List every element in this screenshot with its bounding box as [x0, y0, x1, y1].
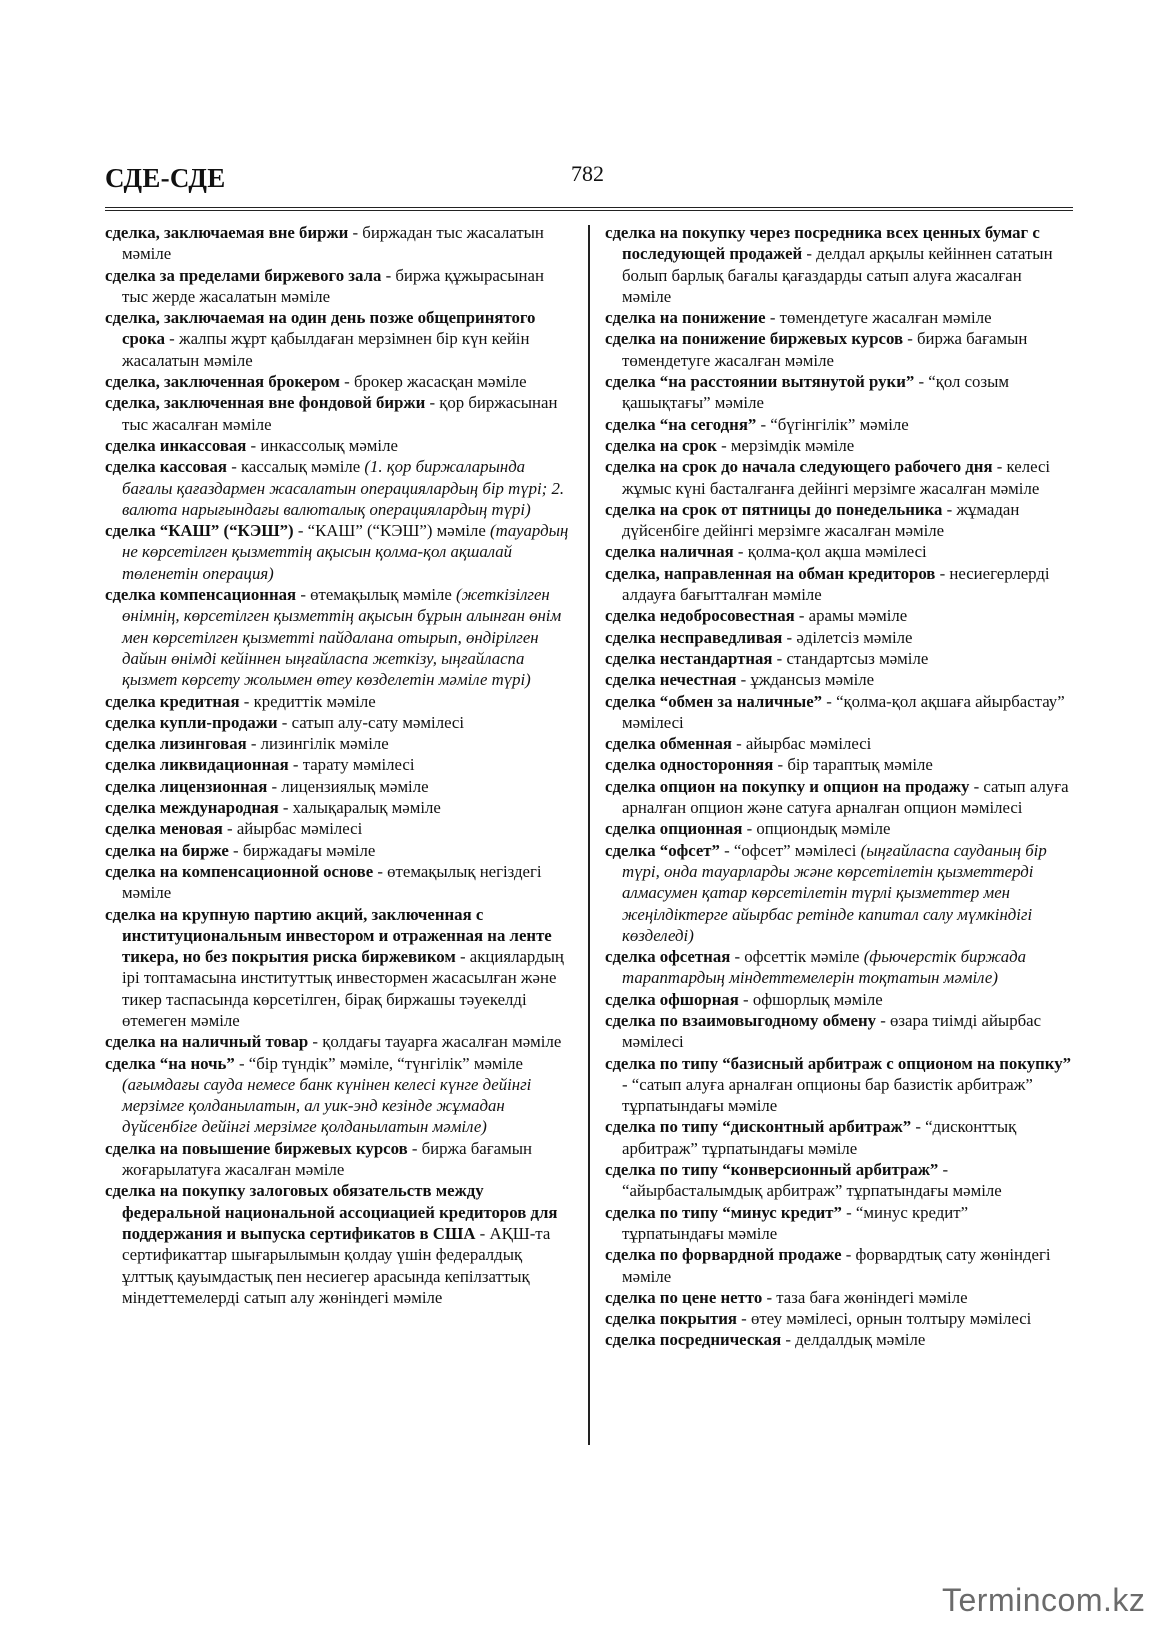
right-column	[605, 222, 1073, 1351]
entry-term: сделка, заключенная вне фондовой биржи	[105, 393, 426, 413]
dictionary-entry: сделка, заключенная брокером - брокер жасасқан мәміле	[105, 372, 527, 392]
entry-definition: кассалық мәміле	[241, 457, 361, 477]
dictionary-entry: сделка, заключаемая на один день позже общепринятого срока - жалпы жұрт қабылдаған мерзімнен бір күн кейін жасалатын мәміле	[105, 308, 536, 370]
entry-note: (ыңғайласпа сауданың бір түрі, онда тауарларды және көрсетілетін қызметтерді алмасумен қатар көрсетілетін түрлі қызметтер мен жеңілдіктерге айырбас ретінде капитал салу мүмкіндігі көзделеді)	[622, 840, 1047, 945]
entry-definition: әділетсіз мәміле	[796, 627, 913, 647]
dictionary-entry: сделка несправедливая - әділетсіз мәміле	[605, 627, 913, 647]
site-watermark: Termincom.kz	[942, 1582, 1146, 1618]
dictionary-entry: сделка на понижение - төмендетуге жасалған мәміле	[605, 308, 992, 328]
entry-definition: қолдағы тауарға жасалған мәміле	[322, 1032, 562, 1052]
entry-definition: “бүгінгілік” мәміле	[770, 414, 909, 434]
left-column	[105, 222, 573, 1308]
dictionary-entry: сделка на наличный товар - қолдағы тауарға жасалған мәміле	[105, 1032, 562, 1052]
entry-definition: айырбас мәмілесі	[236, 819, 363, 839]
dictionary-entry: сделка нестандартная - стандартсыз мәміле	[605, 648, 929, 668]
dictionary-entry: сделка по цене нетто - таза баға жөніндегі мәміле	[605, 1287, 968, 1307]
entry-definition: делдалдық мәміле	[795, 1330, 926, 1350]
dictionary-entry: сделка купли-продажи - сатып алу-сату мәмілесі	[105, 712, 465, 732]
entry-term: сделка посредническая	[605, 1330, 782, 1350]
entry-definition: “қол созым қашықтағы” мәміле	[622, 372, 1009, 413]
running-head: СДЕ-СДЕ	[105, 163, 226, 193]
entry-definition: “дисконттық арбитраж” тұрпатындағы мәміле	[622, 1117, 1017, 1158]
dictionary-entry: сделка на срок от пятницы до понедельника - жұмадан дүйсенбіге дейінгі мерзімге жасалған мәміле	[605, 499, 1020, 541]
entry-term: сделка за пределами биржевого зала	[105, 265, 382, 285]
dictionary-entry: сделка по типу “минус кредит” - “минус кредит” тұрпатындағы мәміле	[605, 1202, 969, 1243]
dictionary-entry: сделка по типу “конверсионный арбитраж” - “айырбасталымдық арбитраж” тұрпатындағы мәміле	[605, 1160, 1002, 1201]
dictionary-entry: сделка по взаимовыгодному обмену - өзара тиімді айырбас мәмілесі	[605, 1010, 1042, 1052]
entry-definition: “айырбасталымдық арбитраж” тұрпатындағы мәміле	[622, 1181, 1002, 1201]
entry-definition: өтемақылық негіздегі мәміле	[122, 861, 542, 903]
entry-definition: өтеу мәмілесі, орнын толтыру мәмілесі	[750, 1309, 1032, 1329]
entry-definition: лизингілік мәміле	[260, 734, 389, 754]
dictionary-entry: сделка, заключенная вне фондовой биржи - қор биржасынан тыс жасалған мәміле	[105, 393, 558, 434]
entry-note: (жеткізілген өнімнің, көрсетілген қызметтің ақысын бұрын алынған өнім мен көрсетілген қызметті пайдалана отырып, өндірілген дайын өнімді кейіннен ыңғайласпа жеткізу, ыңғайласпа қызмет көрсету жолымен өтеу көзделетін мәміле түрі)	[122, 585, 562, 690]
entry-term: сделка по типу “базисный арбитраж с опционом на покупку”	[605, 1053, 1072, 1073]
dictionary-entry: сделка “КАШ” (“КЭШ”) - “КАШ” (“КЭШ”) мәміле (тауардың не көрсетілген қызметтің ақысын қолма-қол ақшалай төленетін операция)	[105, 521, 569, 583]
entry-definition: сатып алу-сату мәмілесі	[291, 712, 465, 732]
entry-note: (фьючерстік биржада тараптардың міндеттемелерін тоқтатын мәміле)	[622, 947, 1027, 988]
entry-term: сделка инкассовая	[105, 435, 247, 455]
entry-definition: биржадан тыс жасалатын мәміле	[122, 223, 544, 264]
entry-term: сделка лицензионная	[105, 776, 268, 796]
entry-definition: мерзімдік мәміле	[730, 435, 855, 455]
entry-term: сделка на понижение	[605, 308, 766, 328]
entry-definition: бір тараптық мәміле	[787, 755, 933, 775]
entry-term: сделка кассовая	[105, 457, 228, 477]
dictionary-entry: сделка за пределами биржевого зала - биржа құжырасынан тыс жерде жасалатын мәміле	[105, 265, 544, 306]
entry-definition: форвардтық сату жөніндегі мәміле	[622, 1245, 1051, 1286]
entry-definition: биржа бағамын төмендетуге жасалған мәміле	[622, 329, 1028, 370]
entry-term: сделка “офсет”	[605, 840, 720, 860]
entry-term: сделка наличная	[605, 542, 734, 562]
entry-definition: инкассолық мәміле	[260, 435, 398, 455]
entry-term: сделка опционная	[605, 819, 743, 839]
dictionary-entry: сделка лицензионная - лицензиялық мәміле	[105, 776, 429, 796]
dictionary-entry: сделка на крупную партию акций, заключенная с институциональным инвестором и отраженная на ленте тикера, но без покрытия риска биржевиком - акциялардың ірі топтамасына институттық инвестормен жасасылған және тикер таспасында көрсетілген, бірақ биржашы тәуекелді өтемеген мәміле	[105, 904, 564, 1030]
entry-definition: ұждансыз мәміле	[750, 670, 875, 690]
dictionary-entry: сделка покрытия - өтеу мәмілесі, орнын толтыру мәмілесі	[605, 1309, 1032, 1329]
entry-definition: сатып алуға арналған опцион және сатуға арналған опцион мәмілесі	[622, 776, 1069, 818]
dictionary-entry: сделка на срок - мерзімдік мәміле	[605, 435, 855, 455]
entry-term: сделка “на расстоянии вытянутой руки”	[605, 372, 915, 392]
entry-term: сделка, заключенная брокером	[105, 372, 340, 392]
entry-definition: “сатып алуға арналған опционы бар базистік арбитраж” тұрпатындағы мәміле	[622, 1074, 1033, 1116]
entry-term: сделка кредитная	[105, 691, 240, 711]
dictionary-entry: сделка международная - халықаралық мәміле	[105, 798, 441, 818]
entry-definition: “минус кредит” тұрпатындағы мәміле	[622, 1202, 969, 1243]
dictionary-entry: сделка “на расстоянии вытянутой руки” - “қол созым қашықтағы” мәміле	[605, 372, 1009, 413]
dictionary-entry: сделка нечестная - ұждансыз мәміле	[605, 670, 875, 690]
entry-term: сделка “КАШ” (“КЭШ”)	[105, 521, 294, 541]
entry-term: сделка на понижение биржевых курсов	[605, 329, 904, 349]
dictionary-entry: сделка “на сегодня” - “бүгінгілік” мәміле	[605, 414, 909, 434]
entry-term: сделка лизинговая	[105, 734, 247, 754]
entry-definition: офсеттік мәміле	[744, 947, 860, 967]
entry-term: сделка односторонняя	[605, 755, 774, 775]
entry-term: сделка по форвардной продаже	[605, 1245, 842, 1265]
dictionary-entry: сделка на компенсационной основе - өтемақылық негіздегі мәміле	[105, 861, 542, 903]
entry-term: сделка обменная	[605, 734, 732, 754]
entry-term: сделка, заключаемая вне биржи	[105, 223, 349, 242]
entry-definition: өтемақылық мәміле	[310, 585, 452, 605]
entry-definition: айырбас мәмілесі	[745, 734, 872, 754]
entry-term: сделка купли-продажи	[105, 712, 278, 732]
dictionary-entry: сделка “офсет” - “офсет” мәмілесі (ыңғайласпа сауданың бір түрі, онда тауарларды және көрсетілетін қызметтерді алмасумен қатар көрсетілетін түрлі қызметтер мен жеңілдіктерге айырбас ретінде капитал салу мүмкіндігі көзделеді)	[605, 840, 1047, 945]
header-rule	[105, 207, 1073, 211]
dictionary-entry: сделка кассовая - кассалық мәміле (1. қор биржаларында бағалы қағаздармен жасалатын операциялардың бір түрі; 2. валюта нарығындағы валюталық операциялардың түрі)	[105, 457, 565, 519]
entry-definition: өзара тиімді айырбас мәмілесі	[622, 1010, 1042, 1052]
entry-term: сделка на срок	[605, 435, 717, 455]
dictionary-entry: сделка на повышение биржевых курсов - биржа бағамын жоғарылатуға жасалған мәміле	[105, 1138, 532, 1180]
entry-definition: делдал арқылы кейіннен сататын болып барлық бағалы қағаздарды сатып алуға жасалған мәміле	[622, 244, 1053, 306]
entry-term: сделка опцион на покупку и опцион на продажу	[605, 776, 970, 796]
entry-definition: биржа бағамын жоғарылатуға жасалған мәміле	[122, 1138, 532, 1180]
entry-term: сделка нестандартная	[605, 648, 773, 668]
column-divider	[588, 225, 590, 1445]
entry-term: сделка по типу “конверсионный арбитраж”	[605, 1160, 939, 1180]
dictionary-entry: сделка на срок до начала следующего рабочего дня - келесі жұмыс күні басталғанға дейінгі мерзімге жасалған мәміле	[605, 457, 1051, 498]
dictionary-entry: сделка на понижение биржевых курсов - биржа бағамын төмендетуге жасалған мәміле	[605, 329, 1028, 370]
dictionary-entry: сделка, заключаемая вне биржи - биржадан тыс жасалатын мәміле	[105, 223, 544, 264]
entry-term: сделка покрытия	[605, 1309, 737, 1329]
entry-term: сделка на бирже	[105, 840, 229, 860]
dictionary-entry: сделка односторонняя - бір тараптық мәміле	[605, 755, 933, 775]
entry-definition: АҚШ-та сертификаттар шығарылымын қолдау үшін федералдық ұлттық қауымдастық пен несиегер арасында кепілзаттық міндеттемелерді сатып алу жөніндегі мәміле	[122, 1223, 551, 1307]
dictionary-entry: сделка офшорная - офшорлық мәміле	[605, 989, 883, 1009]
entry-term: сделка международная	[105, 798, 279, 818]
entry-definition: қолма-қол ақша мәмілесі	[747, 542, 927, 562]
entry-term: сделка на покупку через посредника всех ценных бумаг с последующей продажей	[605, 223, 1040, 264]
entry-definition: төмендетуге жасалған мәміле	[779, 308, 992, 328]
entry-definition: “офсет” мәмілесі	[733, 840, 857, 860]
entry-term: сделка по цене нетто	[605, 1287, 763, 1307]
entry-definition: стандартсыз мәміле	[786, 648, 929, 668]
dictionary-entry: сделка лизинговая - лизингілік мәміле	[105, 734, 389, 754]
entry-definition: жұмадан дүйсенбіге дейінгі мерзімге жасалған мәміле	[622, 499, 1020, 541]
entry-note: (тауардың не көрсетілген қызметтің ақысын қолма-қол ақшалай төленетін операция)	[122, 521, 569, 583]
entry-note: (ағымдағы сауда немесе банк күнінен келесі күнге дейінгі мерзімге қолданылатын, ал уик-энд кезінде жұмадан дүйсенбіге дейінгі мерзімге қолданылатын мәміле)	[122, 1074, 532, 1137]
dictionary-entry: сделка недобросовестная - арамы мәміле	[605, 606, 908, 626]
entry-term: сделка на наличный товар	[105, 1032, 309, 1052]
dictionary-entry: сделка опцион на покупку и опцион на продажу - сатып алуға арналған опцион және сатуға арналған опцион мәмілесі	[605, 776, 1069, 818]
dictionary-entry: сделка меновая - айырбас мәмілесі	[105, 819, 363, 839]
dictionary-entry: сделка “обмен за наличные” - “қолма-қол ақшаға айырбастау” мәмілесі	[605, 691, 1065, 732]
dictionary-entry: сделка обменная - айырбас мәмілесі	[605, 734, 872, 754]
entry-term: сделка по типу “дисконтный арбитраж”	[605, 1117, 912, 1137]
dictionary-entry: сделка офсетная - офсеттік мәміле (фьючерстік биржада тараптардың міндеттемелерін тоқтатын мәміле)	[605, 947, 1027, 988]
dictionary-entry: сделка инкассовая - инкассолық мәміле	[105, 435, 398, 455]
entry-definition: халықаралық мәміле	[292, 798, 441, 818]
entry-definition: несиегерлерді алдауға бағытталған мәміле	[622, 563, 1050, 605]
dictionary-entry: сделка на покупку через посредника всех ценных бумаг с последующей продажей - делдал арқылы кейіннен сататын болып барлық бағалы қағаздарды сатып алуға жасалған мәміле	[605, 223, 1053, 306]
dictionary-entry: сделка на покупку залоговых обязательств между федеральной национальной ассоциацией кредиторов для поддержания и выпуска сертификатов в США - АҚШ-та сертификаттар шығарылымын қолдау үшін федералдық ұлттық қауымдастық пен несиегер арасында кепілзаттық міндеттемелерді сатып алу жөніндегі мәміле	[105, 1181, 558, 1307]
entry-term: сделка по типу “минус кредит”	[605, 1202, 842, 1222]
entry-term: сделка “обмен за наличные”	[605, 691, 823, 711]
entry-term: сделка на компенсационной основе	[105, 861, 374, 881]
entry-definition: биржа құжырасынан тыс жерде жасалатын мәміле	[122, 265, 544, 306]
dictionary-entry: сделка по типу “базисный арбитраж с опционом на покупку” - “сатып алуға арналған опционы бар базистік арбитраж” тұрпатындағы мәміле	[605, 1053, 1072, 1116]
entry-term: сделка на срок от пятницы до понедельника	[605, 499, 943, 519]
entry-definition: кредиттік мәміле	[253, 691, 376, 711]
entry-term: сделка на повышение биржевых курсов	[105, 1138, 408, 1158]
entry-term: сделка меновая	[105, 819, 223, 839]
entry-term: сделка офсетная	[605, 947, 731, 967]
dictionary-entry: сделка по типу “дисконтный арбитраж” - “дисконттық арбитраж” тұрпатындағы мәміле	[605, 1117, 1017, 1158]
entry-definition: опциондық мәміле	[756, 819, 891, 839]
entry-term: сделка на срок до начала следующего рабочего дня	[605, 457, 993, 477]
entry-definition: қор биржасынан тыс жасалған мәміле	[122, 393, 558, 434]
entry-definition: лицензиялық мәміле	[281, 776, 429, 796]
entry-term: сделка офшорная	[605, 989, 739, 1009]
entry-definition: таза баға жөніндегі мәміле	[776, 1287, 968, 1307]
dictionary-entry: сделка, направленная на обман кредиторов - несиегерлерді алдауға бағытталған мәміле	[605, 563, 1050, 605]
entry-term: сделка несправедливая	[605, 627, 783, 647]
entry-definition: тарату мәмілесі	[302, 755, 415, 775]
entry-definition: “бір түндік” мәміле, “түнгілік” мәміле	[248, 1053, 523, 1073]
entry-term: сделка на покупку залоговых обязательств между федеральной национальной ассоциацией кредиторов для поддержания и выпуска сертификатов в США	[105, 1181, 558, 1243]
entry-term: сделка по взаимовыгодному обмену	[605, 1010, 877, 1030]
dictionary-entry: сделка опционная - опциондық мәміле	[605, 819, 891, 839]
entry-term: сделка “на ночь”	[105, 1053, 235, 1073]
entry-term: сделка компенсационная	[105, 585, 297, 605]
page-number: 782	[571, 161, 604, 186]
entry-term: сделка, направленная на обман кредиторов	[605, 563, 936, 583]
dictionary-entry: сделка наличная - қолма-қол ақша мәмілесі	[605, 542, 927, 562]
entry-definition: биржадағы мәміле	[242, 840, 376, 860]
entry-term: сделка ликвидационная	[105, 755, 289, 775]
dictionary-entry: сделка компенсационная - өтемақылық мәміле (жеткізілген өнімнің, көрсетілген қызметтің ақысын бұрын алынған өнім мен көрсетілген қызметті пайдалана отырып, өндірілген дайын өнімді кейіннен ыңғайласпа жеткізу, ыңғайласпа қызмет көрсету жолымен өтеу көзделетін мәміле түрі)	[105, 585, 562, 690]
entry-definition: келесі жұмыс күні басталғанға дейінгі мерзімге жасалған мәміле	[622, 457, 1051, 498]
entry-term: сделка на крупную партию акций, заключенная с институциональным инвестором и отраженная на ленте тикера, но без покрытия риска биржевиком	[105, 904, 552, 967]
entry-definition: “КАШ” (“КЭШ”) мәміле	[307, 521, 486, 541]
entry-term: сделка “на сегодня”	[605, 414, 757, 434]
entry-definition: брокер жасасқан мәміле	[353, 372, 527, 392]
dictionary-entry: сделка посредническая - делдалдық мәміле	[605, 1330, 926, 1350]
entry-definition: “қолма-қол ақшаға айырбастау” мәмілесі	[622, 691, 1065, 732]
entry-definition: акциялардың ірі топтамасына институттық инвестормен жасасылған және тикер таспасында көрсетілген, бірақ биржашы тәуекелді өтемеген мәміле	[122, 947, 564, 1030]
dictionary-entry: сделка “на ночь” - “бір түндік” мәміле, “түнгілік” мәміле (ағымдағы сауда немесе банк күнінен келесі күнге дейінгі мерзімге қолданылатын, ал уик-энд кезінде жұмадан дүйсенбіге дейінгі мерзімге қолданылатын мәміле)	[105, 1053, 532, 1137]
entry-note: (1. қор биржаларында бағалы қағаздармен жасалатын операциялардың бір түрі; 2. валюта нарығындағы валюталық операциялардың түрі)	[122, 457, 565, 519]
entry-term: сделка недобросовестная	[605, 606, 795, 626]
dictionary-entry: сделка по форвардной продаже - форвардтық сату жөніндегі мәміле	[605, 1245, 1051, 1286]
page-header	[105, 155, 1073, 207]
entry-definition: офшорлық мәміле	[752, 989, 883, 1009]
entry-term: сделка нечестная	[605, 670, 737, 690]
dictionary-entry: сделка ликвидационная - тарату мәмілесі	[105, 755, 415, 775]
dictionary-entry: сделка кредитная - кредиттік мәміле	[105, 691, 376, 711]
dictionary-entry: сделка на бирже - биржадағы мәміле	[105, 840, 376, 860]
entry-definition: жалпы жұрт қабылдаған мерзімнен бір күн кейін жасалатын мәміле	[122, 329, 530, 370]
entry-definition: арамы мәміле	[808, 606, 908, 626]
entry-term: сделка, заключаемая на один день позже общепринятого срока	[105, 308, 536, 349]
